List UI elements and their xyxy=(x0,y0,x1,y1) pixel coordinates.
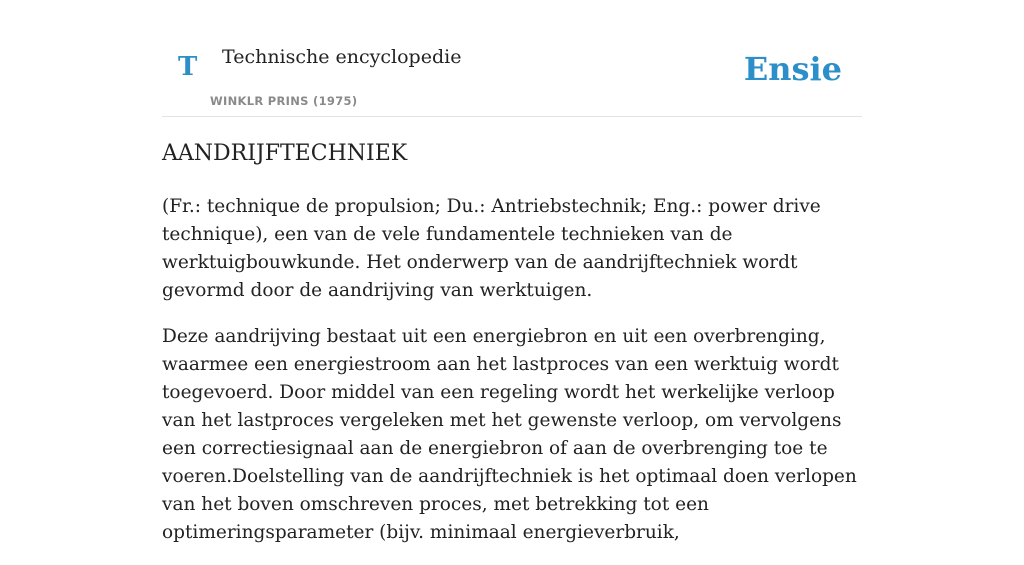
article-paragraph: Deze aandrijving bestaat uit een energiebron en uit een overbrenging, waarmee een energiestroom aan het lastproces van een werktuig wordt toegevoerd. Door middel van een regeling wordt het werkelijke verloop van het lastproces vergeleken met het gewenste verloop, om vervolgens een correctiesignaal aan de energiebron of aan de overbrenging toe te voeren.Doelstelling van de aandrijftechniek is het optimaal doen verlopen van het boven omschreven proces, met betrekking tot een optimeringsparameter (bijv. minimaal energieverbruik, xyxy=(162,325,857,543)
header xyxy=(162,40,862,117)
book-subtitle: WINKLR PRINS (1975) xyxy=(210,94,358,108)
entry-title: AANDRIJFTECHNIEK xyxy=(162,141,408,166)
article xyxy=(162,140,862,565)
book-logo[interactable]: T xyxy=(178,52,198,82)
book-title[interactable]: Technische encyclopedie xyxy=(222,46,462,68)
brand-logo[interactable]: Ensie xyxy=(743,50,842,88)
article-paragraph: (Fr.: technique de propulsion; Du.: Antriebstechnik; Eng.: power drive technique), een van de vele fundamentele technieken van de werktuigbouwkunde. Het onderwerp van de aandrijftechniek wordt gevormd door de aandrijving van werktuigen. xyxy=(162,195,821,301)
